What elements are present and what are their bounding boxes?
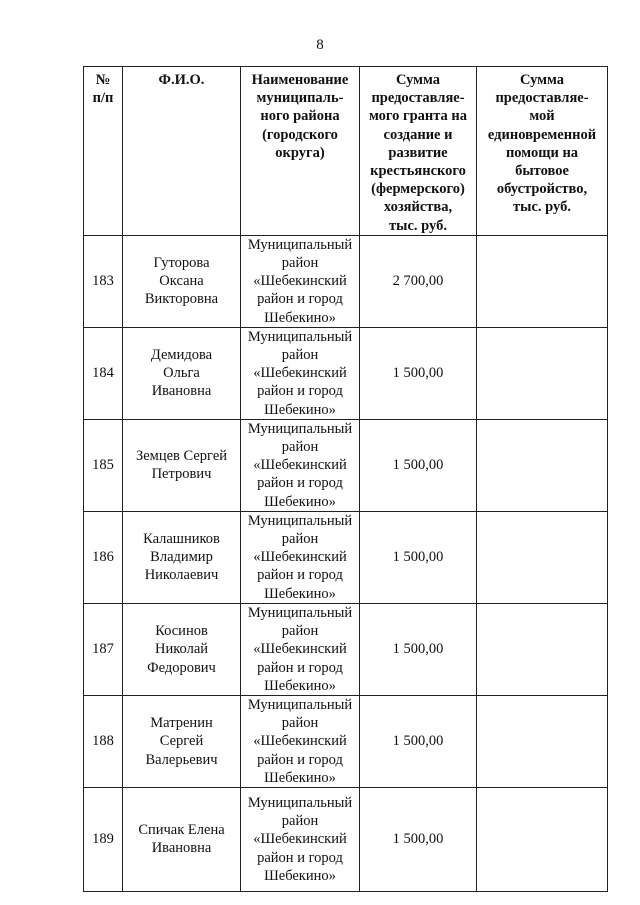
grants-table bbox=[83, 66, 608, 892]
row-full-name: Спичак Елена Ивановна bbox=[123, 787, 241, 891]
row-grant-amount: 1 500,00 bbox=[360, 603, 477, 695]
row-full-name: Косинов Николай Федорович bbox=[123, 603, 241, 695]
table-row bbox=[84, 603, 608, 695]
table-row bbox=[84, 419, 608, 511]
table-row bbox=[84, 235, 608, 327]
row-number: 185 bbox=[84, 419, 123, 511]
table-row bbox=[84, 787, 608, 891]
row-grant-amount: 1 500,00 bbox=[360, 787, 477, 891]
row-aid-amount bbox=[477, 327, 608, 419]
row-district: Муниципальный район «Шебекинский район и город Шебекино» bbox=[241, 603, 360, 695]
row-full-name: Гуторова Оксана Викторовна bbox=[123, 235, 241, 327]
row-aid-amount bbox=[477, 695, 608, 787]
row-number: 186 bbox=[84, 511, 123, 603]
row-aid-amount bbox=[477, 787, 608, 891]
row-number: 183 bbox=[84, 235, 123, 327]
row-grant-amount: 1 500,00 bbox=[360, 419, 477, 511]
header-aid-amount: Сумма предоставляе- мой единовременной помощи на бытовое обустройство, тыс. руб. bbox=[477, 67, 608, 236]
row-number: 188 bbox=[84, 695, 123, 787]
header-district: Наименование муниципаль- ного района (городского округа) bbox=[241, 67, 360, 236]
table-row bbox=[84, 327, 608, 419]
row-full-name: Демидова Ольга Ивановна bbox=[123, 327, 241, 419]
table-row bbox=[84, 511, 608, 603]
header-grant-amount: Сумма предоставляе- мого гранта на создание и развитие крестьянского (фермерского) хозяйства, тыс. руб. bbox=[360, 67, 477, 236]
row-full-name: Земцев Сергей Петрович bbox=[123, 419, 241, 511]
table-header bbox=[84, 67, 608, 236]
row-district: Муниципальный район «Шебекинский район и город Шебекино» bbox=[241, 695, 360, 787]
row-aid-amount bbox=[477, 419, 608, 511]
row-grant-amount: 2 700,00 bbox=[360, 235, 477, 327]
table-row bbox=[84, 695, 608, 787]
row-grant-amount: 1 500,00 bbox=[360, 511, 477, 603]
row-full-name: Калашников Владимир Николаевич bbox=[123, 511, 241, 603]
row-district: Муниципальный район «Шебекинский район и город Шебекино» bbox=[241, 235, 360, 327]
row-district: Муниципальный район «Шебекинский район и город Шебекино» bbox=[241, 419, 360, 511]
row-grant-amount: 1 500,00 bbox=[360, 695, 477, 787]
table-body bbox=[84, 235, 608, 891]
row-district: Муниципальный район «Шебекинский район и город Шебекино» bbox=[241, 787, 360, 891]
row-district: Муниципальный район «Шебекинский район и город Шебекино» bbox=[241, 327, 360, 419]
header-full-name: Ф.И.О. bbox=[123, 67, 241, 236]
row-number: 184 bbox=[84, 327, 123, 419]
header-row bbox=[84, 67, 608, 236]
page-number: 8 bbox=[316, 37, 324, 53]
row-aid-amount bbox=[477, 603, 608, 695]
row-grant-amount: 1 500,00 bbox=[360, 327, 477, 419]
header-number: № п/п bbox=[84, 67, 123, 236]
row-number: 187 bbox=[84, 603, 123, 695]
row-aid-amount bbox=[477, 235, 608, 327]
row-number: 189 bbox=[84, 787, 123, 891]
row-aid-amount bbox=[477, 511, 608, 603]
row-full-name: Матренин Сергей Валерьевич bbox=[123, 695, 241, 787]
row-district: Муниципальный район «Шебекинский район и город Шебекино» bbox=[241, 511, 360, 603]
